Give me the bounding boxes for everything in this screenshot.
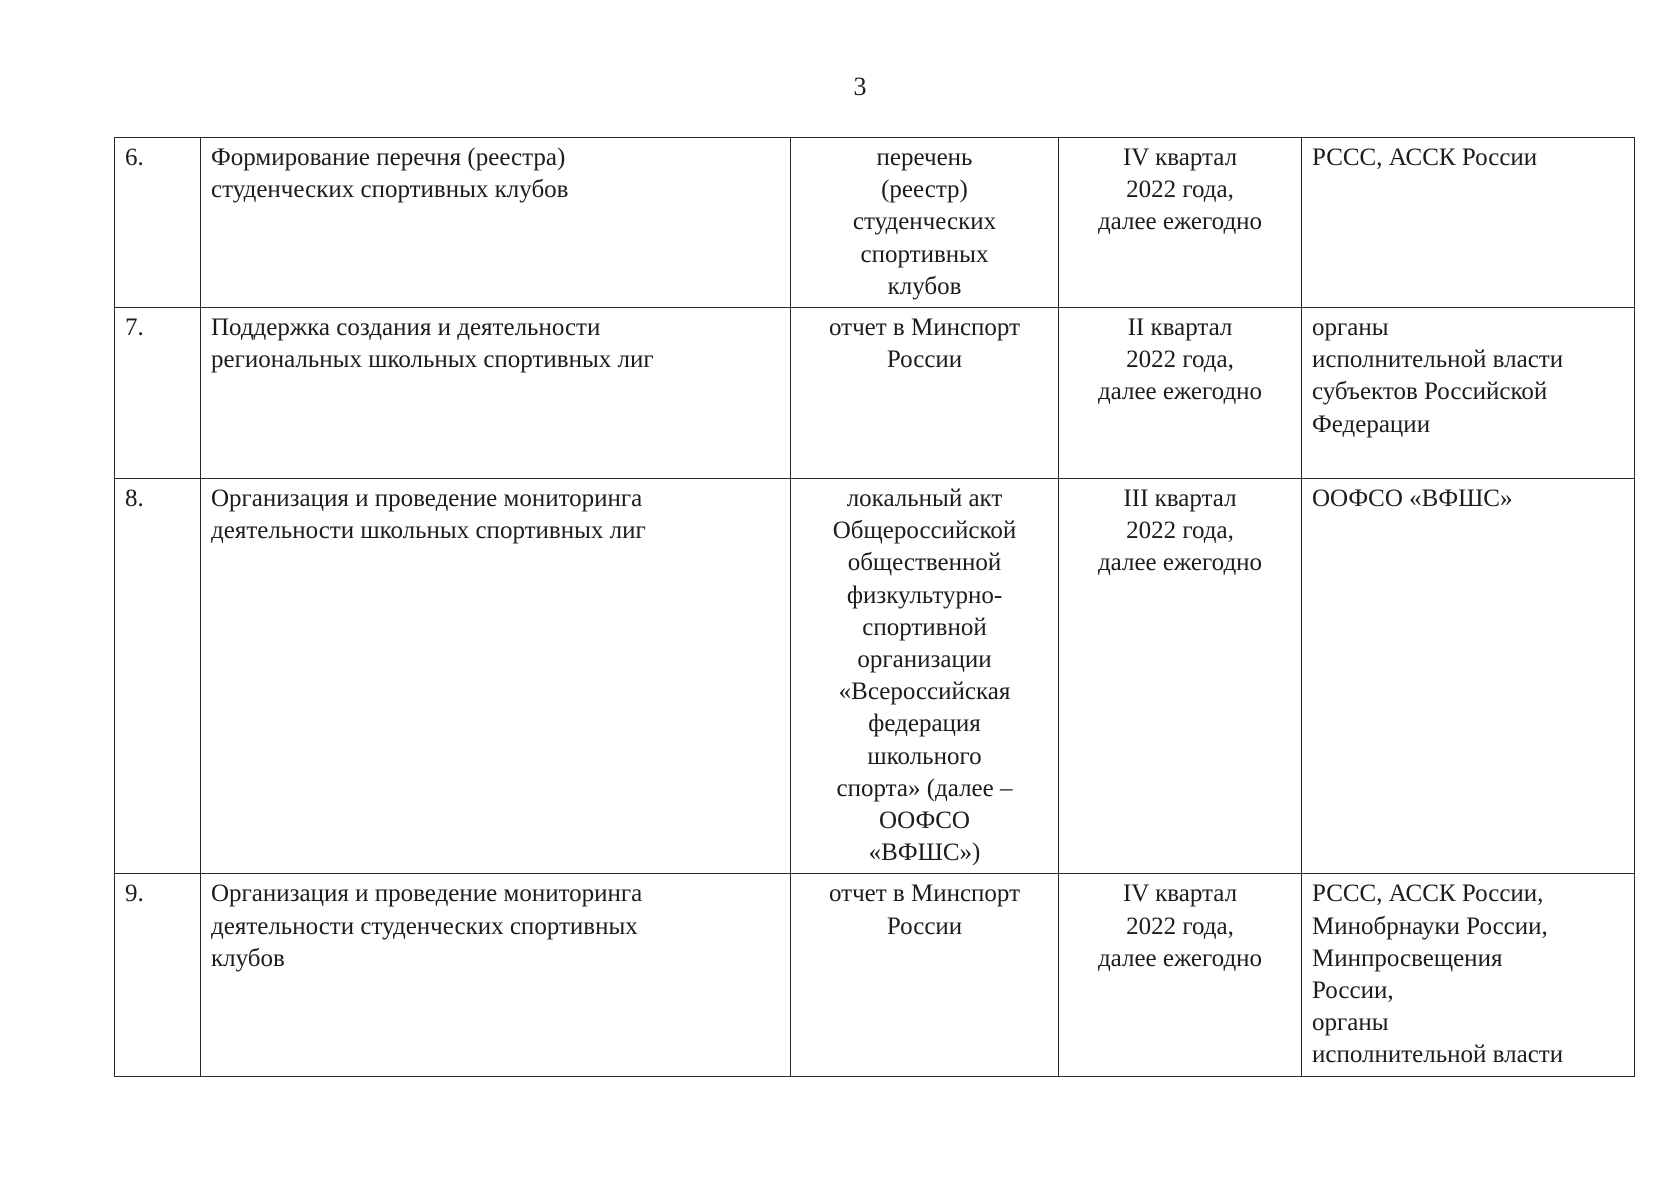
table-row	[115, 874, 1635, 1076]
activity-name: Формирование перечня (реестра) студенческих спортивных клубов	[201, 138, 791, 308]
executors: РССС, АССК России, Минобрнауки России, Минпросвещения России, органы исполнительной власти	[1302, 874, 1635, 1076]
row-number: 7.	[115, 308, 201, 479]
row-number: 8.	[115, 479, 201, 874]
row-number: 9.	[115, 874, 201, 1076]
table-row	[115, 138, 1635, 308]
deadline: IV квартал 2022 года, далее ежегодно	[1059, 874, 1302, 1076]
executors: органы исполнительной власти субъектов Российской Федерации	[1302, 308, 1635, 479]
plan-table	[114, 137, 1635, 1077]
executors: ООФСО «ВФШС»	[1302, 479, 1635, 874]
row-number: 6.	[115, 138, 201, 308]
activity-name: Организация и проведение мониторинга деятельности школьных спортивных лиг	[201, 479, 791, 874]
page-number: 3	[853, 72, 867, 101]
deadline: III квартал 2022 года, далее ежегодно	[1059, 479, 1302, 874]
result-form: локальный акт Общероссийской общественной физкультурно- спортивной организации «Всероссийская федерация школьного спорта» (далее – ООФСО «ВФШС»)	[791, 479, 1059, 874]
table-row	[115, 308, 1635, 479]
activity-name: Организация и проведение мониторинга деятельности студенческих спортивных клубов	[201, 874, 791, 1076]
table-row	[115, 479, 1635, 874]
result-form: перечень (реестр) студенческих спортивных клубов	[791, 138, 1059, 308]
executors: РССС, АССК России	[1302, 138, 1635, 308]
deadline: II квартал 2022 года, далее ежегодно	[1059, 308, 1302, 479]
deadline: IV квартал 2022 года, далее ежегодно	[1059, 138, 1302, 308]
activity-name: Поддержка создания и деятельности региональных школьных спортивных лиг	[201, 308, 791, 479]
result-form: отчет в Минспорт России	[791, 308, 1059, 479]
result-form: отчет в Минспорт России	[791, 874, 1059, 1076]
